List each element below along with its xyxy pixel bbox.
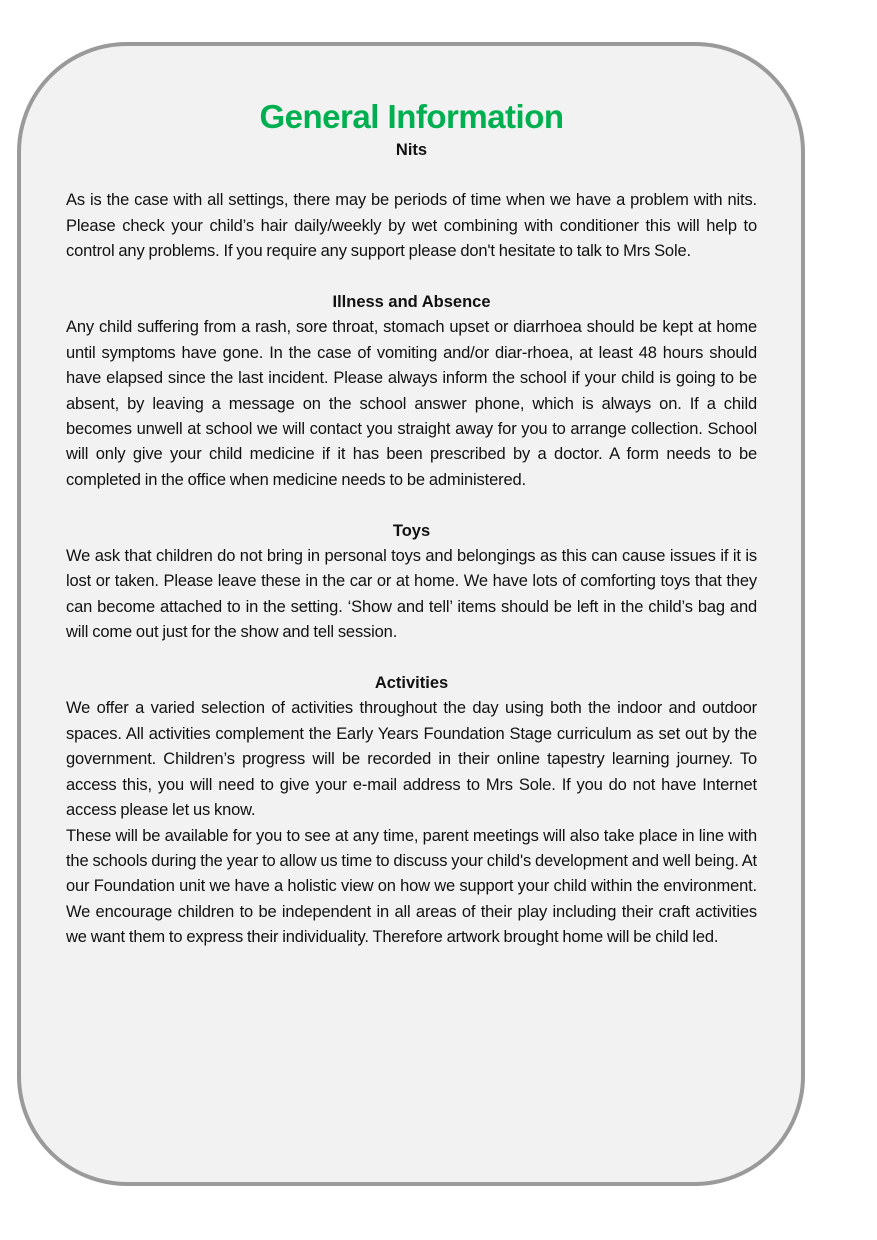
section-heading: Nits — [395, 141, 428, 159]
page-title: General Information — [259, 98, 564, 135]
section-illness-and-absence — [66, 290, 757, 493]
spacer — [66, 493, 757, 518]
section-body: We ask that children do not bring in personal toys and belongings as this can cause issues if it is lost or taken. Please leave these in the car or at home. We have lots of comforting toys that they can become attached to in the setting. ‘Show and tell’ items should be left in the child’s bag and will come out just for the show and tell session. — [66, 547, 757, 642]
section-body: As is the case with all settings, there may be periods of time when we have a problem with nits. Please check your child’s hair daily/weekly by wet combining with conditioner this will help to control any problems. If you require any support please don't hesitate to talk to Mrs Sole. — [66, 191, 757, 261]
section-body: Any child suffering from a rash, sore throat, stomach upset or diarrhoea should be kept at home until symptoms have gone. In the case of vomiting and/or diar-rhoea, at least 48 hours should have elapsed since the last incident. Please always inform the school if your child is going to be absent, by leaving a message on the school answer phone, which is always on. If a child becomes unwell at school we will contact you straight away for you to arrange collection. School will only give your child medicine if it has been prescribed by a doctor. A form needs to be completed in the office when medicine needs to be administered. — [66, 318, 757, 489]
section-heading: Activities — [374, 674, 449, 693]
section-toys — [66, 519, 757, 646]
section-body-continued: These will be available for you to see at any time, parent meetings will also take place in line with the schools during the year to allow us time to discuss your child's development and well being. At our Foundation unit we have a holistic view on how we support your child within the environment. We encourage children to be independent in all areas of their play including their craft activities we want them to express their individuality. Therefore artwork brought home will be child led. — [66, 826, 757, 947]
spacer — [66, 646, 757, 671]
spacer — [66, 265, 757, 290]
document-content — [66, 96, 757, 951]
section-body: We offer a varied selection of activities throughout the day using both the indoor and outdoor spaces. All activities complement the Early Years Foundation Stage curriculum as set out by the government. Children’s progress will be recorded in their online tapestry learning journey. To access this, you will need to give your e-mail address to Mrs Sole. If you do not have Internet access please let us know. — [66, 699, 757, 820]
section-heading: Illness and Absence — [332, 293, 491, 312]
section-nits — [66, 138, 757, 265]
spacer — [66, 163, 757, 188]
section-activities — [66, 671, 757, 950]
section-heading: Toys — [392, 521, 431, 540]
